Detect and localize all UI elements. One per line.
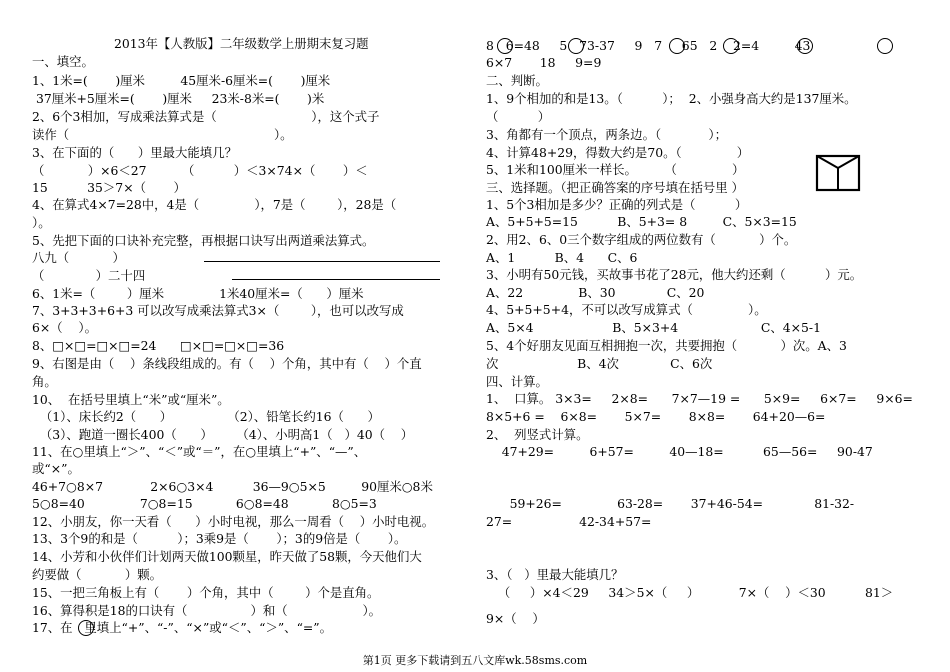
question-line: 4、在算式4×7=28中，4是（ ），7是（ ），28是（ [32,197,397,212]
question-line: 1、5个3相加是多少？正确的列式是（ ） [486,197,748,212]
question-line: 角。 [32,374,57,389]
question-line: 6×（ ）。 [32,320,97,335]
question-line: 46+7○8×7 2×6○3×4 36—9○5×5 90厘米○8米 [32,479,433,494]
question-line: 3、在下面的（ ）里最大能填几？ [32,145,237,160]
question-line: 1、1米=( )厘米 45厘米-6厘米=( )厘米 [32,73,331,88]
question-line: （1）、床长约2（ ） （2）、铅笔长约16（ ） [32,409,380,424]
question-line: 6、1米=（ ）厘米 1米40厘米=（ ）厘米 [32,286,364,301]
question-line: 14、小芳和小伙伴们计划两天做100颗星，昨天做了58颗，今天他们大 [32,549,422,564]
question-line: 5、4个好朋友见面互相拥抱一次，共要拥抱（ ）次。A、3 [486,338,847,353]
line-segment-figure [815,154,861,192]
page-title: 2013年【人教版】二年级数学上册期末复习题 [114,36,369,51]
question-line: ）。 [32,215,51,230]
question-line: 15、一把三角板上有（ ）个角，其中（ ）个是直角。 [32,585,380,600]
question-line: 47+29= 6+57= 40—18= 65—56= 90-47 [486,444,873,459]
question-line: 4、计算48+29，得数大约是70。（ ） [486,145,750,160]
question-line: 八九（ ） [32,250,125,265]
question-line: 或“×”。 [32,461,80,476]
question-line: （ ）二十四 [32,268,146,283]
question-line: 5、1米和100厘米一样长。 （ ） [486,162,745,177]
answer-underline [204,250,440,262]
question-line: 37厘米+5厘米=( )厘米 23米-8米=( )米 [32,91,325,106]
question-line: 8×5+6 = 6×8= 5×7= 8×8= 64+20—6= [486,409,826,424]
question-line: 8 6=48 5 73-37 9 7 65 2 2=4 43 [486,38,850,53]
question-line: 12、小朋友，你一天看（ ）小时电视，那么一周看（ ）小时电视。 [32,514,435,529]
question-line: 5、先把下面的口诀补充完整，再根据口诀写出两道乘法算式。 [32,233,375,248]
question-line: 5○8=40 7○8=15 6○8=48 8○5=3 [32,496,377,511]
question-line: 约要做（ ）颗。 [32,567,163,582]
section-heading: 二、判断。 [486,73,548,88]
question-line: 1、 口算。 3×3= 2×8= 7×7—19 = 5×9= 6×7= 9×6= [486,391,913,406]
question-line: 4、5+5+5+4，不可以改写成算式（ ）。 [486,302,767,317]
question-line: A、1 B、4 C、6 [486,250,638,265]
question-line: A、22 B、30 C、20 [486,285,705,300]
question-line: 次 B、4次 C、6次 [486,356,713,371]
circle-blank-icon [497,38,513,54]
question-line: 9×（ ） [486,611,545,626]
question-line: （ ）×4＜29 34＞5×（ ） 7×（ ）＜30 81＞ [486,585,894,600]
question-line: 59+26= 63-28= 37+46-54= 81-32- [486,496,855,511]
question-line: A、5+5+5=15 B、5+3= 8 C、5×3=15 [486,214,797,229]
question-line: 10、 在括号里填上“米”或“厘米”。 [32,392,230,407]
circle-blank-icon [568,38,584,54]
circle-blank-icon [78,620,94,636]
question-line: 11、在○里填上“＞”、“＜”或“＝”，在○里填上“+”、“—”、 [32,444,367,459]
question-line: 6×7 18 9=9 [486,55,602,70]
question-line: 7、3+3+3+6+3 可以改写成乘法算式3×（ ），也可以改写成 [32,303,404,318]
question-line: 27= 42-34+57= [486,514,652,529]
question-line: 3、角都有一个顶点，两条边。（ ）； [486,127,727,142]
question-line: 13、3个9的和是（ ）；3乘9是（ ）；3的9倍是（ ）。 [32,531,407,546]
question-line: （ ） [486,109,551,124]
circle-blank-icon [797,38,813,54]
question-line: 9、右图是由（ ）条线段组成的。有（ ）个角，其中有（ ）个直 [32,356,422,371]
question-line: 2、用2、6、0三个数字组成的两位数有（ ）个。 [486,232,797,247]
section-heading: 一、填空。 [32,54,94,69]
question-line: （3）、跑道一圈长400（ ） （4）、小明高1（ ）40（ ） [32,427,414,442]
question-line: 1、9个相加的和是13。（ ）； 2、小强身高大约是137厘米。 [486,91,857,106]
question-line: 17、在 里填上“+”、“-”、“×”或“＜”、“＞”、“=”。 [32,620,333,635]
question-line: （ ）×6＜27 （ ）＜3×74×（ ）＜ [32,163,368,178]
question-line: 8、□×□=□×□=24 □×□=□×□=36 [32,338,285,353]
question-line: 2、6个3相加，写成乘法算式是（ ），这个式子 [32,109,380,124]
circle-blank-icon [723,38,739,54]
question-line: 3、小明有50元钱，买故事书花了28元，他大约还剩（ ）元。 [486,267,863,282]
section-heading: 四、计算。 [486,374,548,389]
question-line: 16、算得积是18的口诀有（ ）和（ ）。 [32,603,382,618]
page-footer: 第1页 更多下载请到五八文库wk.58sms.com [362,654,588,667]
question-line: 15 35＞7×（ ） [32,180,186,195]
circle-blank-icon [877,38,893,54]
question-line: 2、 列竖式计算。 [486,427,589,442]
question-line: 3、（ ）里最大能填几？ [486,567,624,582]
section-heading: 三、选择题。（把正确答案的序号填在括号里 ） [486,180,744,195]
question-line: A、5×4 B、5×3+4 C、4×5-1 [486,320,821,335]
circle-blank-icon [669,38,685,54]
question-line: 读作（ ）。 [32,127,293,142]
answer-underline [232,268,440,280]
